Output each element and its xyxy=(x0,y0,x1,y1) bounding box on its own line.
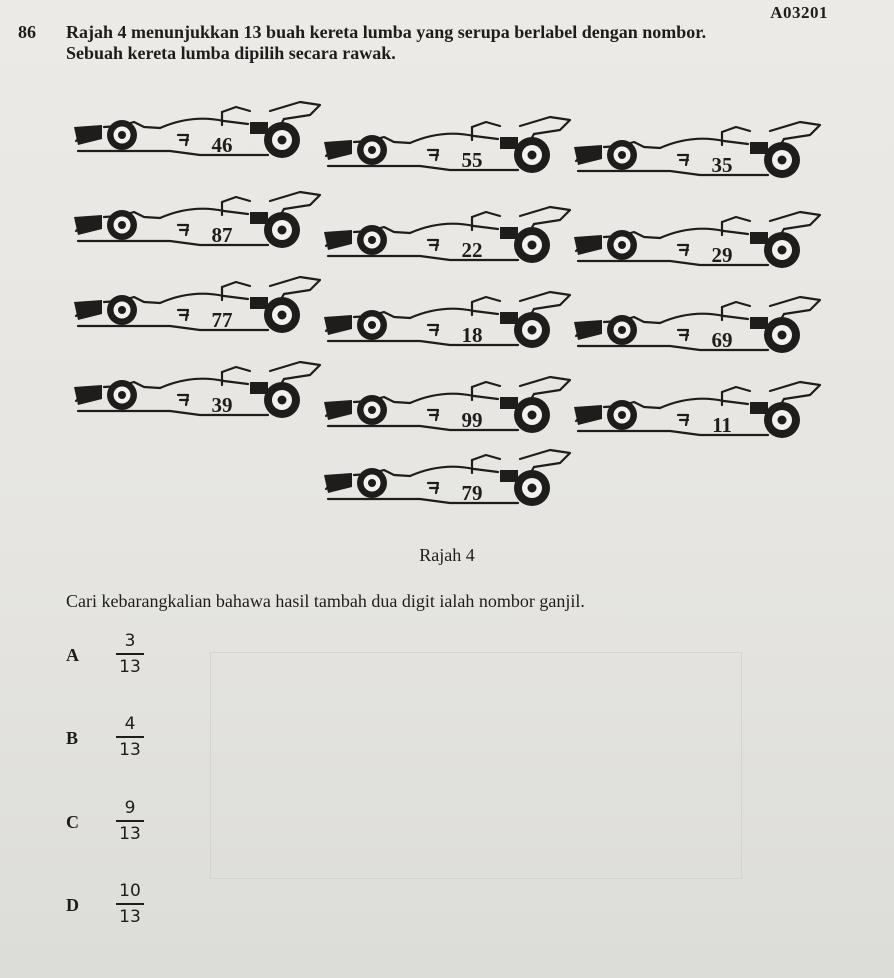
race-car xyxy=(572,117,832,192)
fraction-denominator: 13 xyxy=(119,907,141,927)
question-line-1: Rajah 4 menunjukkan 13 buah kereta lumba yang serupa berlabel dengan nombor. xyxy=(66,22,707,42)
option-fraction xyxy=(116,880,144,928)
race-car xyxy=(572,207,832,282)
race-car xyxy=(322,112,582,187)
race-car xyxy=(72,272,332,347)
race-car xyxy=(322,287,582,362)
fraction-denominator: 13 xyxy=(119,657,141,677)
race-car xyxy=(322,372,582,447)
answer-option-c[interactable] xyxy=(66,797,266,857)
fraction-numerator: 3 xyxy=(124,631,136,651)
option-letter: A xyxy=(66,645,79,665)
car-number-label: 39 xyxy=(211,393,233,417)
car-number-label: 29 xyxy=(711,243,733,267)
fraction-bar xyxy=(116,903,144,905)
option-letter: D xyxy=(66,895,79,915)
car-number-label: 77 xyxy=(211,308,233,332)
fraction-numerator: 9 xyxy=(124,798,136,818)
option-fraction xyxy=(116,630,144,678)
fraction-denominator: 13 xyxy=(119,740,141,760)
option-letter: B xyxy=(66,728,79,748)
race-car xyxy=(72,97,332,172)
race-car xyxy=(572,292,832,367)
answer-option-b[interactable] xyxy=(66,713,266,773)
car-number-label: 87 xyxy=(211,223,233,247)
fraction-numerator: 10 xyxy=(119,881,141,901)
car-number-label: 99 xyxy=(461,408,483,432)
car-number-label: 18 xyxy=(461,323,483,347)
car-number-label: 55 xyxy=(461,148,483,172)
question-prompt: Cari kebarangkalian bahawa hasil tambah dua digit ialah nombor ganjil. xyxy=(66,591,585,611)
fraction-numerator: 4 xyxy=(124,714,136,734)
faint-background-box xyxy=(210,652,742,879)
option-fraction xyxy=(116,797,144,845)
answer-option-d[interactable] xyxy=(66,880,266,940)
question-text xyxy=(66,22,866,64)
question-line-2: Sebuah kereta lumba dipilih secara rawak. xyxy=(66,43,396,63)
car-number-label: 79 xyxy=(461,481,483,505)
race-car xyxy=(72,187,332,262)
fraction-bar xyxy=(116,736,144,738)
race-car xyxy=(72,357,332,432)
fraction-denominator: 13 xyxy=(119,824,141,844)
car-number-label: 35 xyxy=(711,153,733,177)
fraction-bar xyxy=(116,653,144,655)
car-number-label: 22 xyxy=(461,238,483,262)
car-number-label: 69 xyxy=(711,328,733,352)
race-car xyxy=(322,202,582,277)
answer-option-a[interactable] xyxy=(66,630,266,690)
race-car xyxy=(322,445,582,520)
paper-code: A03201 xyxy=(770,3,828,22)
option-letter: C xyxy=(66,812,79,832)
car-number-label: 11 xyxy=(712,413,732,437)
race-car xyxy=(572,377,832,452)
fraction-bar xyxy=(116,820,144,822)
question-number: 86 xyxy=(18,22,36,42)
car-number-label: 46 xyxy=(211,133,233,157)
figure-caption: Rajah 4 xyxy=(419,545,475,565)
option-fraction xyxy=(116,713,144,761)
